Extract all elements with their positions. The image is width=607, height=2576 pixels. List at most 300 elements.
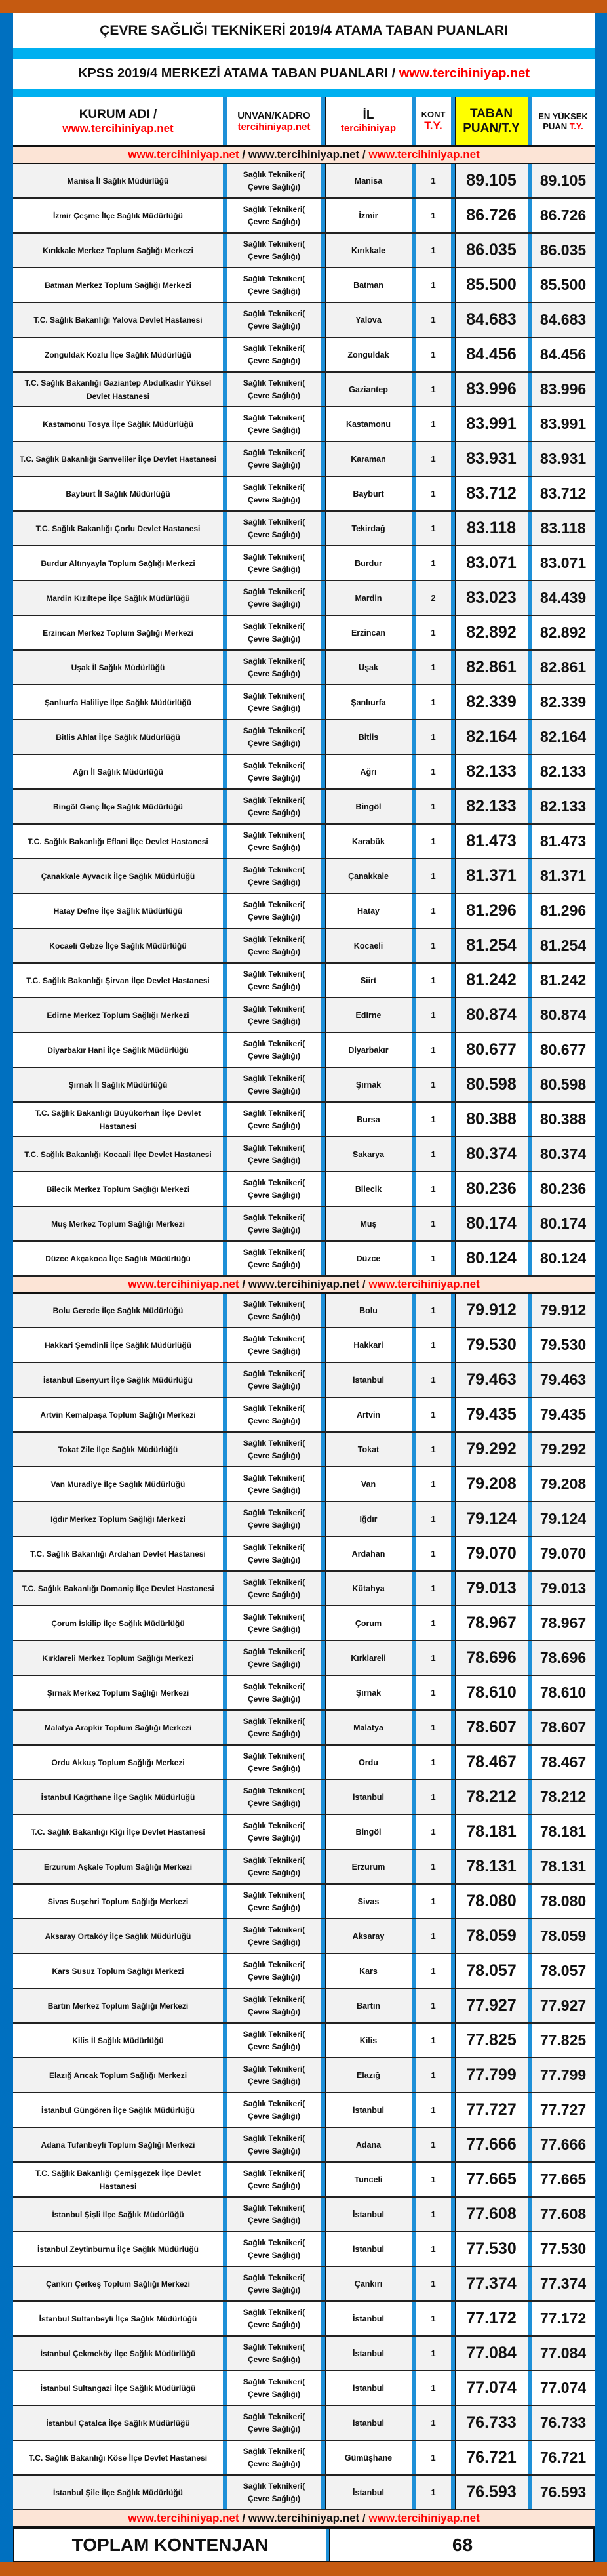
- kontenjan: 1: [412, 1850, 451, 1883]
- kontenjan: 1: [412, 2232, 451, 2266]
- il: Kastamonu: [321, 407, 412, 441]
- kontenjan: 1: [412, 755, 451, 788]
- table-row: [13, 546, 595, 581]
- kurum-adi: İstanbul Zeytinburnu İlçe Sağlık Müdürlüğü: [37, 2244, 199, 2254]
- kurum-adi: İstanbul Sultangazi İlçe Sağlık Müdürlüğü: [40, 2383, 196, 2393]
- table-row: [13, 1780, 595, 1815]
- table-row: [13, 442, 595, 477]
- kurum-adi: İstanbul Güngören İlçe Sağlık Müdürlüğü: [41, 2105, 195, 2115]
- il: Erzurum: [321, 1850, 412, 1883]
- banner-separator: /: [239, 148, 248, 161]
- kurum-adi: Zonguldak Kozlu İlçe Sağlık Müdürlüğü: [44, 350, 191, 359]
- table-row: [13, 1954, 595, 1989]
- kontenjan: 1: [412, 1172, 451, 1206]
- kurum-adi: Iğdır Merkez Toplum Sağlığı Merkezi: [50, 1514, 186, 1524]
- header-en-yuksek-puan: PUAN: [543, 121, 568, 131]
- kontenjan: 1: [412, 477, 451, 510]
- en-yuksek-puan: 82.339: [528, 685, 595, 719]
- unvan-kadro: Sağlık Teknikeri( Çevre Sağlığı): [223, 1919, 321, 1953]
- il: Bingöl: [321, 790, 412, 823]
- il: Elazığ: [321, 2058, 412, 2092]
- table-row: [13, 1641, 595, 1676]
- table-row: [13, 894, 595, 929]
- taban-puan: 77.074: [451, 2371, 528, 2405]
- en-yuksek-puan: 80.874: [528, 998, 595, 1032]
- kontenjan: 1: [412, 720, 451, 754]
- taban-puan: 79.912: [451, 1294, 528, 1327]
- il: Uşak: [321, 651, 412, 684]
- table-row: [13, 1172, 595, 1207]
- table-row: [13, 2337, 595, 2371]
- il: Erzincan: [321, 616, 412, 649]
- kontenjan: 1: [412, 1068, 451, 1101]
- table-row: [13, 1137, 595, 1172]
- en-yuksek-puan: 78.696: [528, 1641, 595, 1675]
- taban-puan: 78.059: [451, 1919, 528, 1953]
- taban-puan: 86.035: [451, 234, 528, 267]
- kurum-adi: T.C. Sağlık Bakanlığı Çemişgezek İlçe Devlet Hastanesi: [35, 2168, 201, 2191]
- kurum-adi: Bayburt İl Sağlık Müdürlüğü: [66, 489, 170, 499]
- en-yuksek-puan: 83.991: [528, 407, 595, 441]
- table-row: [13, 581, 595, 616]
- banner-separator: /: [239, 1278, 248, 1290]
- unvan-kadro: Sağlık Teknikeri( Çevre Sağlığı): [223, 164, 321, 197]
- il: Kilis: [321, 2024, 412, 2057]
- il: Çankırı: [321, 2267, 412, 2300]
- header-unvan-link[interactable]: tercihiniyap.net: [237, 121, 311, 133]
- kurum-adi: Ordu Akkuş Toplum Sağlığı Merkezi: [51, 1757, 185, 1767]
- subtitle-link[interactable]: www.tercihiniyap.net: [399, 66, 530, 81]
- table-row: [13, 2128, 595, 2163]
- en-yuksek-puan: 82.892: [528, 616, 595, 649]
- en-yuksek-puan: 81.296: [528, 894, 595, 928]
- unvan-kadro: Sağlık Teknikeri( Çevre Sağlığı): [223, 1954, 321, 1988]
- kontenjan: 1: [412, 1815, 451, 1849]
- content: [13, 13, 595, 2562]
- il: Van: [321, 1467, 412, 1501]
- table-row: [13, 1850, 595, 1885]
- table-row: [13, 1885, 595, 1919]
- kontenjan: 1: [412, 234, 451, 267]
- taban-puan: 77.666: [451, 2128, 528, 2161]
- kontenjan: 1: [412, 1537, 451, 1570]
- en-yuksek-puan: 81.242: [528, 964, 595, 997]
- taban-puan: 77.530: [451, 2232, 528, 2266]
- table-row: [13, 234, 595, 268]
- kurum-adi: Kocaeli Gebze İlçe Sağlık Müdürlüğü: [49, 941, 187, 951]
- kontenjan: 1: [412, 2337, 451, 2370]
- kurum-adi: Çankırı Çerkeş Toplum Sağlığı Merkezi: [46, 2279, 190, 2289]
- taban-puan: 80.598: [451, 1068, 528, 1101]
- en-yuksek-puan: 78.057: [528, 1954, 595, 1988]
- kontenjan: 1: [412, 825, 451, 858]
- en-yuksek-puan: 83.712: [528, 477, 595, 510]
- il: Malatya: [321, 1711, 412, 1744]
- taban-puan: 77.608: [451, 2198, 528, 2231]
- kurum-adi: Sivas Suşehri Toplum Sağlığı Merkezi: [47, 1896, 189, 1906]
- en-yuksek-puan: 79.070: [528, 1537, 595, 1570]
- kontenjan: 1: [412, 1242, 451, 1275]
- il: Batman: [321, 268, 412, 302]
- taban-puan: 79.013: [451, 1572, 528, 1605]
- kurum-adi: Çorum İskilip İlçe Sağlık Müdürlüğü: [51, 1618, 185, 1628]
- il: Şırnak: [321, 1068, 412, 1101]
- il: Siirt: [321, 964, 412, 997]
- table-row: [13, 1242, 595, 1277]
- header-en-yuksek-line1: EN YÜKSEK: [538, 111, 588, 121]
- en-yuksek-puan: 77.074: [528, 2371, 595, 2405]
- taban-puan: 77.727: [451, 2093, 528, 2127]
- unvan-kadro: Sağlık Teknikeri( Çevre Sağlığı): [223, 234, 321, 267]
- unvan-kadro: Sağlık Teknikeri( Çevre Sağlığı): [223, 407, 321, 441]
- banner-link[interactable]: www.tercihiniyap.net: [248, 2512, 360, 2524]
- taban-puan: 77.172: [451, 2302, 528, 2335]
- taban-puan: 78.607: [451, 1711, 528, 1744]
- header-kurum-link[interactable]: www.tercihiniyap.net: [62, 121, 174, 134]
- en-yuksek-puan: 80.124: [528, 1242, 595, 1275]
- il: Ardahan: [321, 1537, 412, 1570]
- kontenjan: 1: [412, 1433, 451, 1466]
- taban-puan: 80.677: [451, 1033, 528, 1067]
- taban-puan: 77.374: [451, 2267, 528, 2300]
- il: Çanakkale: [321, 859, 412, 893]
- taban-puan: 78.467: [451, 1746, 528, 1779]
- kontenjan: 1: [412, 2302, 451, 2335]
- unvan-kadro: Sağlık Teknikeri( Çevre Sağlığı): [223, 894, 321, 928]
- unvan-kadro: Sağlık Teknikeri( Çevre Sağlığı): [223, 1815, 321, 1849]
- kontenjan: 1: [412, 790, 451, 823]
- kontenjan: 1: [412, 373, 451, 406]
- header-il-link[interactable]: tercihiniyap: [340, 123, 397, 134]
- unvan-kadro: Sağlık Teknikeri( Çevre Sağlığı): [223, 2406, 321, 2440]
- table-row: [13, 1502, 595, 1537]
- table-body: [13, 147, 595, 2527]
- il: Burdur: [321, 546, 412, 580]
- en-yuksek-puan: 76.733: [528, 2406, 595, 2440]
- banner-link[interactable]: www.tercihiniyap.net: [128, 2512, 239, 2524]
- kontenjan: 1: [412, 1207, 451, 1240]
- kurum-adi: T.C. Sağlık Bakanlığı Köse İlçe Devlet Hastanesi: [28, 2453, 208, 2463]
- table-row: [13, 2093, 595, 2128]
- taban-puan: 77.927: [451, 1989, 528, 2022]
- taban-puan: 81.371: [451, 859, 528, 893]
- taban-puan: 79.124: [451, 1502, 528, 1536]
- en-yuksek-puan: 79.124: [528, 1502, 595, 1536]
- il: Bingöl: [321, 1815, 412, 1849]
- kontenjan: 1: [412, 2128, 451, 2161]
- unvan-kadro: Sağlık Teknikeri( Çevre Sağlığı): [223, 442, 321, 476]
- kontenjan: 1: [412, 929, 451, 962]
- en-yuksek-puan: 79.912: [528, 1294, 595, 1327]
- kontenjan: 1: [412, 998, 451, 1032]
- kurum-adi: Muş Merkez Toplum Sağlığı Merkezi: [51, 1219, 185, 1229]
- banner-link[interactable]: www.tercihiniyap.net: [248, 1278, 360, 1290]
- site-banner: [13, 147, 595, 164]
- taban-puan: 76.733: [451, 2406, 528, 2440]
- table-row: [13, 825, 595, 859]
- taban-puan: 83.071: [451, 546, 528, 580]
- unvan-kadro: Sağlık Teknikeri( Çevre Sağlığı): [223, 1467, 321, 1501]
- il: Karaman: [321, 442, 412, 476]
- taban-puan: 83.023: [451, 581, 528, 615]
- en-yuksek-puan: 84.439: [528, 581, 595, 615]
- il: Tekirdağ: [321, 512, 412, 545]
- il: İstanbul: [321, 2198, 412, 2231]
- table-row: [13, 268, 595, 303]
- taban-puan: 77.799: [451, 2058, 528, 2092]
- en-yuksek-puan: 78.467: [528, 1746, 595, 1779]
- unvan-kadro: Sağlık Teknikeri( Çevre Sağlığı): [223, 1850, 321, 1883]
- en-yuksek-puan: 80.236: [528, 1172, 595, 1206]
- table-row: [13, 755, 595, 790]
- taban-puan: 79.530: [451, 1328, 528, 1362]
- table-row: [13, 1328, 595, 1363]
- il: Ordu: [321, 1746, 412, 1779]
- banner-link[interactable]: www.tercihiniyap.net: [368, 148, 480, 161]
- table-row: [13, 512, 595, 546]
- en-yuksek-puan: 86.726: [528, 199, 595, 232]
- kurum-adi: Hatay Defne İlçe Sağlık Müdürlüğü: [53, 906, 183, 916]
- kurum-adi: Bingöl Genç İlçe Sağlık Müdürlüğü: [52, 802, 184, 811]
- en-yuksek-puan: 82.133: [528, 755, 595, 788]
- taban-puan: 80.874: [451, 998, 528, 1032]
- table-row: [13, 1572, 595, 1606]
- taban-puan: 83.118: [451, 512, 528, 545]
- kurum-adi: Bitlis Ahlat İlçe Sağlık Müdürlüğü: [56, 732, 180, 742]
- kontenjan: 1: [412, 1033, 451, 1067]
- table-row: [13, 790, 595, 825]
- kontenjan: 1: [412, 2476, 451, 2509]
- kontenjan: 1: [412, 685, 451, 719]
- il: Zonguldak: [321, 338, 412, 371]
- il: Sivas: [321, 1885, 412, 1918]
- taban-puan: 82.133: [451, 755, 528, 788]
- table-row: [13, 1919, 595, 1954]
- header-unvan-label: UNVAN/KADRO: [237, 110, 311, 121]
- header-il: [321, 97, 412, 145]
- banner-link[interactable]: www.tercihiniyap.net: [128, 148, 239, 161]
- kurum-adi: Bartın Merkez Toplum Sağlığı Merkezi: [47, 2001, 189, 2011]
- il: İzmir: [321, 199, 412, 232]
- il: Manisa: [321, 164, 412, 197]
- table-row: [13, 1711, 595, 1746]
- il: Tokat: [321, 1433, 412, 1466]
- unvan-kadro: Sağlık Teknikeri( Çevre Sağlığı): [223, 1172, 321, 1206]
- en-yuksek-puan: 78.131: [528, 1850, 595, 1883]
- unvan-kadro: Sağlık Teknikeri( Çevre Sağlığı): [223, 2128, 321, 2161]
- kontenjan: 1: [412, 1502, 451, 1536]
- unvan-kadro: Sağlık Teknikeri( Çevre Sağlığı): [223, 1328, 321, 1362]
- header-taban-line2: PUAN/T.Y: [463, 121, 520, 135]
- kurum-adi: Hakkari Şemdinli İlçe Sağlık Müdürlüğü: [44, 1340, 192, 1350]
- kontenjan: 1: [412, 442, 451, 476]
- taban-puan: 82.164: [451, 720, 528, 754]
- banner-link[interactable]: www.tercihiniyap.net: [248, 148, 360, 161]
- table-row: [13, 2406, 595, 2441]
- header-en-yuksek: [528, 97, 595, 145]
- kurum-adi: Çanakkale Ayvacık İlçe Sağlık Müdürlüğü: [41, 871, 195, 881]
- unvan-kadro: Sağlık Teknikeri( Çevre Sağlığı): [223, 964, 321, 997]
- unvan-kadro: Sağlık Teknikeri( Çevre Sağlığı): [223, 1068, 321, 1101]
- kurum-adi: Diyarbakır Hani İlçe Sağlık Müdürlüğü: [47, 1045, 189, 1055]
- taban-puan: 83.991: [451, 407, 528, 441]
- table-row: [13, 651, 595, 685]
- il: Çorum: [321, 1606, 412, 1640]
- kontenjan: 1: [412, 964, 451, 997]
- taban-puan: 80.388: [451, 1103, 528, 1136]
- kurum-adi: Şırnak İl Sağlık Müdürlüğü: [68, 1080, 168, 1090]
- en-yuksek-puan: 85.500: [528, 268, 595, 302]
- il: Yalova: [321, 303, 412, 337]
- il: Kocaeli: [321, 929, 412, 962]
- unvan-kadro: Sağlık Teknikeri( Çevre Sağlığı): [223, 1103, 321, 1136]
- table-row: [13, 859, 595, 894]
- il: Edirne: [321, 998, 412, 1032]
- table-row: [13, 2476, 595, 2510]
- il: Mardin: [321, 581, 412, 615]
- taban-puan: 80.174: [451, 1207, 528, 1240]
- il: Sakarya: [321, 1137, 412, 1171]
- kontenjan: 1: [412, 1676, 451, 1709]
- kontenjan: 1: [412, 1137, 451, 1171]
- unvan-kadro: Sağlık Teknikeri( Çevre Sağlığı): [223, 2302, 321, 2335]
- table-row: [13, 303, 595, 338]
- unvan-kadro: Sağlık Teknikeri( Çevre Sağlığı): [223, 1137, 321, 1171]
- header-kont: [412, 97, 451, 145]
- kontenjan: 1: [412, 1919, 451, 1953]
- unvan-kadro: Sağlık Teknikeri( Çevre Sağlığı): [223, 1207, 321, 1240]
- en-yuksek-puan: 76.593: [528, 2476, 595, 2509]
- kontenjan: 1: [412, 1103, 451, 1136]
- banner-link[interactable]: www.tercihiniyap.net: [368, 2512, 480, 2524]
- page-title: ÇEVRE SAĞLIĞI TEKNİKERİ 2019/4 ATAMA TABAN PUANLARI: [13, 13, 595, 48]
- en-yuksek-puan: 78.080: [528, 1885, 595, 1918]
- kurum-adi: T.C. Sağlık Bakanlığı Sarıveliler İlçe Devlet Hastanesi: [19, 454, 217, 464]
- en-yuksek-puan: 81.371: [528, 859, 595, 893]
- table-row: [13, 2267, 595, 2302]
- taban-puan: 79.208: [451, 1467, 528, 1501]
- table-row: [13, 685, 595, 720]
- il: Iğdır: [321, 1502, 412, 1536]
- unvan-kadro: Sağlık Teknikeri( Çevre Sağlığı): [223, 1537, 321, 1570]
- banner-separator: /: [359, 2512, 369, 2524]
- kurum-adi: Van Muradiye İlçe Sağlık Müdürlüğü: [50, 1479, 186, 1489]
- taban-puan: 79.435: [451, 1398, 528, 1431]
- kurum-adi: Kastamonu Tosya İlçe Sağlık Müdürlüğü: [43, 419, 193, 429]
- site-banner: [13, 1277, 595, 1294]
- kurum-adi: T.C. Sağlık Bakanlığı Kiğı İlçe Devlet Hastanesi: [31, 1827, 205, 1837]
- kurum-adi: İstanbul Şile İlçe Sağlık Müdürlüğü: [52, 2487, 184, 2497]
- taban-puan: 86.726: [451, 199, 528, 232]
- unvan-kadro: Sağlık Teknikeri( Çevre Sağlığı): [223, 616, 321, 649]
- unvan-kadro: Sağlık Teknikeri( Çevre Sağlığı): [223, 2476, 321, 2509]
- unvan-kadro: Sağlık Teknikeri( Çevre Sağlığı): [223, 1572, 321, 1605]
- kurum-adi: Bilecik Merkez Toplum Sağlığı Merkezi: [46, 1184, 190, 1194]
- en-yuksek-puan: 80.388: [528, 1103, 595, 1136]
- divider-band: [13, 89, 595, 97]
- taban-puan: 82.892: [451, 616, 528, 649]
- kontenjan: 1: [412, 1780, 451, 1814]
- il: Bilecik: [321, 1172, 412, 1206]
- table-row: [13, 2058, 595, 2093]
- header-kont-ty: T.Y.: [424, 119, 442, 132]
- taban-puan: 77.665: [451, 2163, 528, 2196]
- unvan-kadro: Sağlık Teknikeri( Çevre Sağlığı): [223, 199, 321, 232]
- kurum-adi: T.C. Sağlık Bakanlığı Domaniç İlçe Devlet Hastanesi: [22, 1584, 214, 1593]
- unvan-kadro: Sağlık Teknikeri( Çevre Sağlığı): [223, 1989, 321, 2022]
- il: İstanbul: [321, 2371, 412, 2405]
- kontenjan: 1: [412, 2441, 451, 2474]
- en-yuksek-puan: 79.208: [528, 1467, 595, 1501]
- kontenjan: 1: [412, 2371, 451, 2405]
- kurum-adi: T.C. Sağlık Bakanlığı Yalova Devlet Hastanesi: [33, 315, 203, 325]
- en-yuksek-puan: 82.164: [528, 720, 595, 754]
- total-row: [13, 2527, 595, 2562]
- kurum-adi: T.C. Sağlık Bakanlığı Şirvan İlçe Devlet Hastanesi: [26, 975, 210, 985]
- kontenjan: 1: [412, 2406, 451, 2440]
- table-row: [13, 2024, 595, 2058]
- il: Kütahya: [321, 1572, 412, 1605]
- en-yuksek-puan: 79.292: [528, 1433, 595, 1466]
- unvan-kadro: Sağlık Teknikeri( Çevre Sağlığı): [223, 1676, 321, 1709]
- en-yuksek-puan: 84.683: [528, 303, 595, 337]
- kontenjan: 1: [412, 1885, 451, 1918]
- unvan-kadro: Sağlık Teknikeri( Çevre Sağlığı): [223, 790, 321, 823]
- kontenjan: 1: [412, 1989, 451, 2022]
- taban-puan: 81.296: [451, 894, 528, 928]
- table-row: [13, 929, 595, 964]
- unvan-kadro: Sağlık Teknikeri( Çevre Sağlığı): [223, 2232, 321, 2266]
- taban-puan: 82.339: [451, 685, 528, 719]
- en-yuksek-puan: 76.721: [528, 2441, 595, 2474]
- il: Bursa: [321, 1103, 412, 1136]
- kurum-adi: Burdur Altınyayla Toplum Sağlığı Merkezi: [41, 558, 195, 568]
- banner-link[interactable]: www.tercihiniyap.net: [128, 1278, 239, 1290]
- taban-puan: 83.996: [451, 373, 528, 406]
- taban-puan: 80.374: [451, 1137, 528, 1171]
- il: İstanbul: [321, 2093, 412, 2127]
- kontenjan: 1: [412, 651, 451, 684]
- unvan-kadro: Sağlık Teknikeri( Çevre Sağlığı): [223, 1641, 321, 1675]
- taban-puan: 78.696: [451, 1641, 528, 1675]
- kontenjan: 1: [412, 2198, 451, 2231]
- table-row: [13, 477, 595, 512]
- en-yuksek-puan: 77.665: [528, 2163, 595, 2196]
- en-yuksek-puan: 89.105: [528, 164, 595, 197]
- il: Düzce: [321, 1242, 412, 1275]
- kurum-adi: Şanlıurfa Haliliye İlçe Sağlık Müdürlüğü: [44, 697, 192, 707]
- en-yuksek-puan: 79.013: [528, 1572, 595, 1605]
- il: Kars: [321, 1954, 412, 1988]
- en-yuksek-puan: 77.799: [528, 2058, 595, 2092]
- taban-puan: 78.057: [451, 1954, 528, 1988]
- kontenjan: 1: [412, 1398, 451, 1431]
- kontenjan: 1: [412, 2163, 451, 2196]
- kontenjan: 1: [412, 1467, 451, 1501]
- banner-link[interactable]: www.tercihiniyap.net: [368, 1278, 480, 1290]
- kontenjan: 1: [412, 894, 451, 928]
- unvan-kadro: Sağlık Teknikeri( Çevre Sağlığı): [223, 859, 321, 893]
- il: İstanbul: [321, 2232, 412, 2266]
- taban-puan: 79.070: [451, 1537, 528, 1570]
- unvan-kadro: Sağlık Teknikeri( Çevre Sağlığı): [223, 546, 321, 580]
- en-yuksek-puan: 80.677: [528, 1033, 595, 1067]
- table-row: [13, 998, 595, 1033]
- kurum-adi: T.C. Sağlık Bakanlığı Çorlu Devlet Hastanesi: [35, 523, 201, 533]
- taban-puan: 89.105: [451, 164, 528, 197]
- en-yuksek-puan: 82.861: [528, 651, 595, 684]
- en-yuksek-puan: 79.463: [528, 1363, 595, 1397]
